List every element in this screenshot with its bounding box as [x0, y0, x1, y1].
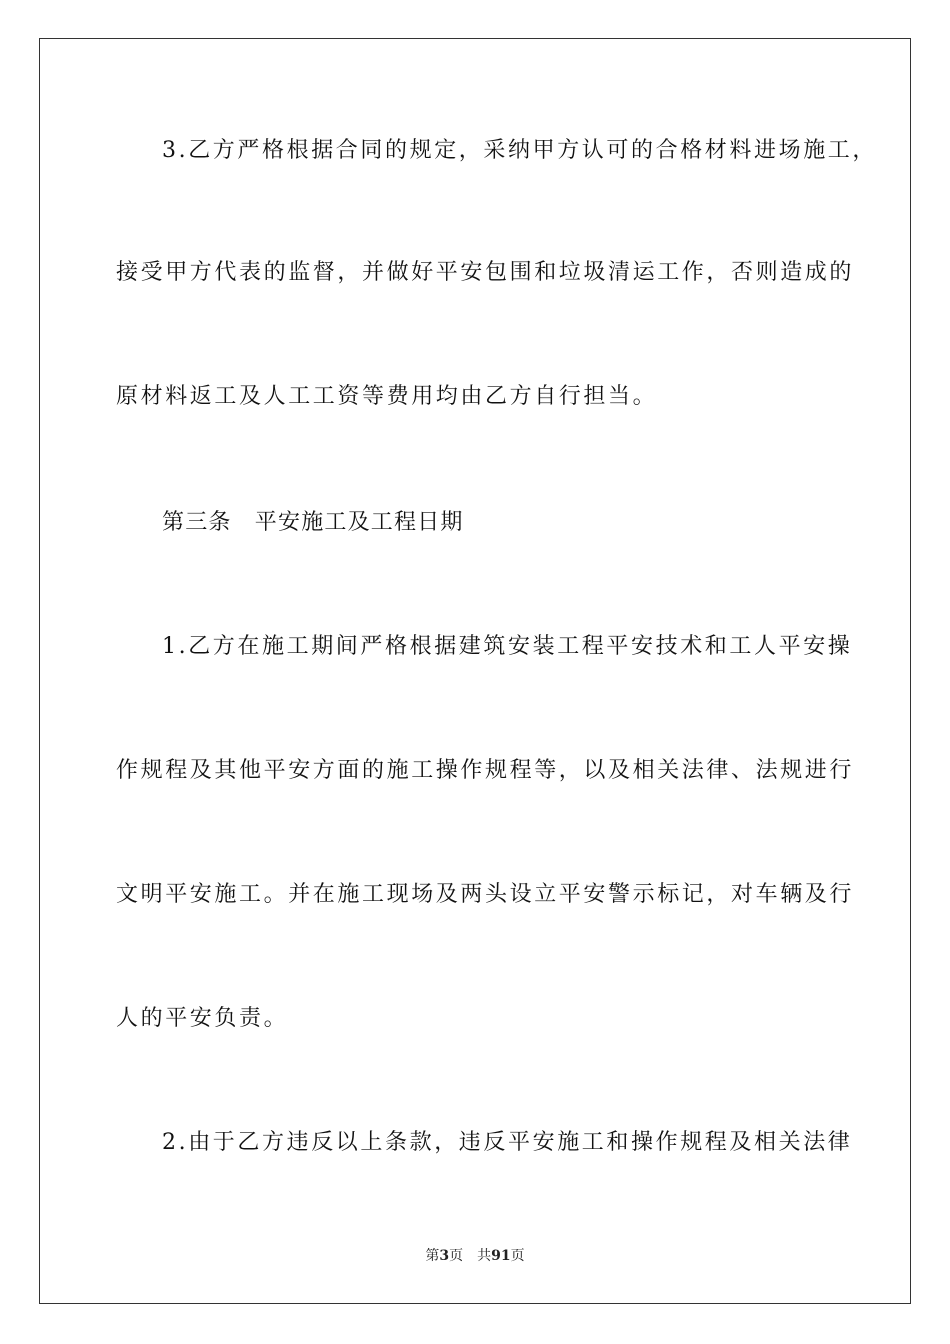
- total-pages: 91: [491, 1248, 511, 1264]
- total-prefix: 共: [477, 1248, 492, 1264]
- section-heading: 第三条 平安施工及工程日期: [162, 510, 464, 535]
- total-suffix: 页: [510, 1248, 525, 1264]
- page-suffix: 页: [449, 1248, 464, 1264]
- paragraph-line-2: 接受甲方代表的监督，并做好平安包围和垃圾清运工作，否则造成的: [116, 260, 855, 285]
- paragraph-line-7: 文明平安施工。并在施工现场及两头设立平安警示标记，对车辆及行: [116, 882, 855, 907]
- paragraph-line-5: 1.乙方在施工期间严格根据建筑安装工程平安技术和工人平安操: [162, 634, 853, 659]
- paragraph-line-8: 人的平安负责。: [116, 1006, 289, 1031]
- page-prefix: 第: [425, 1248, 440, 1264]
- paragraph-line-3: 原材料返工及人工工资等费用均由乙方自行担当。: [116, 384, 658, 409]
- paragraph-line-9: 2.由于乙方违反以上条款，违反平安施工和操作规程及相关法律: [162, 1130, 853, 1155]
- page-number: 3: [439, 1248, 450, 1264]
- paragraph-line-6: 作规程及其他平安方面的施工操作规程等，以及相关法律、法规进行: [116, 758, 855, 783]
- paragraph-line-1: 3.乙方严格根据合同的规定，采纳甲方认可的合格材料进场施工，: [162, 138, 877, 163]
- page-border: [39, 38, 911, 1304]
- page-footer: [0, 1247, 950, 1265]
